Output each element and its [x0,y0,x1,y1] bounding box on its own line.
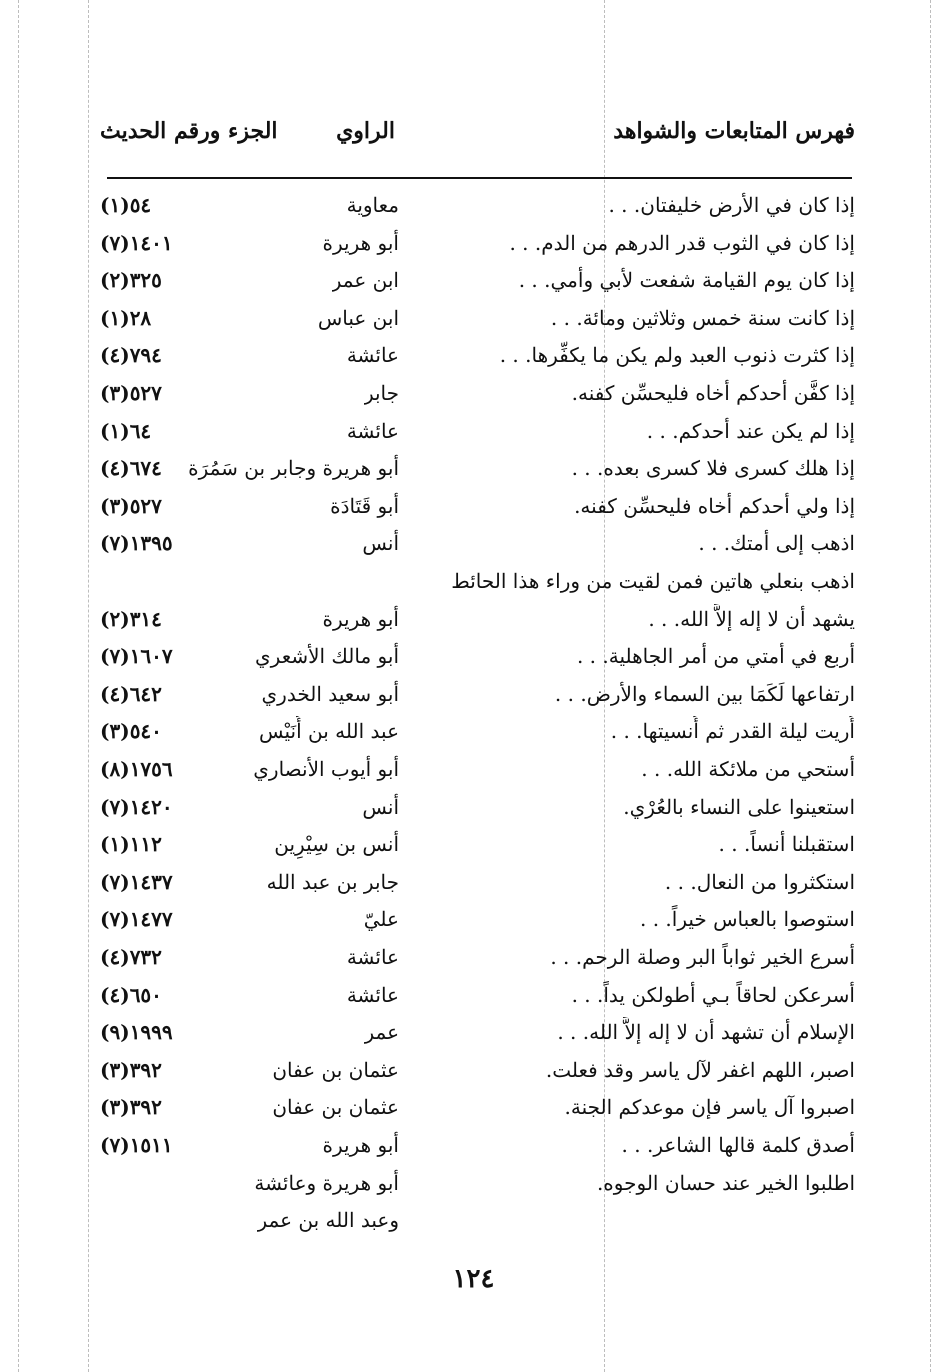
volume-hadith-ref: ١٤٠١(٧) [100,230,173,255]
volume-hadith-ref: ٣٢٥(٢) [100,268,162,293]
table-row [0,637,947,675]
table-row [0,600,947,638]
hadith-text: اطلبوا الخير عند حسان الوجوه. [596,1170,855,1195]
narrator-name: أبو سعيد الخدري [261,681,399,706]
volume-hadith-ref: ٥٢٧(٣) [100,381,162,405]
hadith-text: اصبر، اللهم اغفر لآل ياسر وقد فعلت. [545,1057,855,1082]
narrator-name: عائشة [346,343,399,368]
index-title: فهرس المتابعات والشواهد [613,118,855,144]
narrator-name: أبو مالك الأشعري [255,644,399,669]
hadith-text: أُريت ليلة القدر ثم أُنسيتها. . . [610,719,855,744]
narrator-name: عمر [364,1020,399,1045]
hadith-text: إذا كان في الأرض خليفتان. . . [608,193,855,217]
volume-hadith-ref: ١٩٩٩(٩) [100,1020,173,1045]
volume-hadith-ref: ٥٤(١) [100,193,152,217]
narrator-name: عثمان بن عفان [272,1057,399,1082]
volume-hadith-ref: ٥٢٧(٣) [100,493,162,518]
table-row [0,712,947,750]
narrator-name: جابر بن عبد الله [266,869,399,894]
narrator-name: أنس بن سِيْرِين [274,832,399,857]
narrator-name: عبد الله بن أُنَيْس [259,719,399,744]
hadith-text: الإسلام أن تشهد أن لا إله إلاَّ الله. . . [557,1020,855,1045]
table-row [0,299,947,337]
hadith-text: إذا لم يكن عند أحدكم. . . [646,418,855,443]
table-row [0,976,947,1014]
narrator-name: أبو قَتَادَة [330,493,399,518]
reference-column-header: الجزء ورقم الحديث [100,118,278,144]
table-row [0,562,947,600]
narrator-name: أنس [362,794,399,819]
narrator-name: أبو أيوب الأنصاري [253,757,399,781]
narrator-name: أنس [362,531,399,556]
narrator-name: ابن عمر [331,268,399,293]
narrator-name: ابن عباس [317,305,399,330]
table-row [0,1013,947,1051]
volume-hadith-ref: ١٦٠٧(٧) [100,644,173,669]
volume-hadith-ref: ٢٨(١) [100,305,152,330]
table-row [0,788,947,826]
hadith-text: إذا كانت سنة خمس وثلاثين ومائة. . . [550,305,855,330]
narrator-name: عائشة [346,418,399,443]
volume-hadith-ref: ١٧٥٦(٨) [100,757,173,781]
table-row [0,1051,947,1089]
volume-hadith-ref: ٧٩٤(٤) [100,343,162,368]
volume-hadith-ref: ٣١٤(٢) [100,606,162,631]
volume-hadith-ref: ١٣٩٥(٧) [100,531,173,556]
volume-hadith-ref: ٦٥٠(٤) [100,982,162,1007]
hadith-text: إذا ولي أحدكم أخاه فليحسِّن كفنه. [574,493,855,518]
narrator-name: أبو هريرة وعائشة [254,1170,399,1195]
hadith-text: إذا هلك كسرى فلا كسرى بعده. . . [571,456,855,481]
narrator-name: عائشة [346,982,399,1007]
volume-hadith-ref: ٧٣٢(٤) [100,945,162,969]
narrator-name: عليّ [363,907,399,932]
hadith-text: أربع في أمتي من أمر الجاهلية. . . [576,644,855,669]
header-rule [107,177,852,179]
narrator-name: أبو هريرة [322,1133,399,1157]
page-number: ١٢٤ [452,1264,495,1294]
volume-hadith-ref: ٦٤٢(٤) [100,681,162,706]
volume-hadith-ref: ١٤٧٧(٧) [100,907,173,932]
volume-hadith-ref: ١٤٢٠(٧) [100,794,173,819]
hadith-text: استكثروا من النعال. . . [664,869,855,894]
volume-hadith-ref: ٣٩٢(٣) [100,1057,162,1082]
table-row [0,1164,947,1202]
hadith-text: اذهب بنعلي هاتين فمن لقيت من وراء هذا الحائط [451,569,855,593]
volume-hadith-ref: ٥٤٠(٣) [100,719,162,744]
table-row [0,524,947,562]
table-row [0,224,947,262]
table-row [0,863,947,901]
table-row [0,900,947,938]
hadith-text: إذا كفَّن أحدكم أخاه فليحسِّن كفنه. [571,381,855,405]
narrator-name: جابر [363,381,399,405]
narrator-name: أبو هريرة [322,230,399,255]
hadith-text: أصدق كلمة قالها الشاعر. . . [621,1133,855,1157]
table-row [0,675,947,713]
volume-hadith-ref: ٦٧٤(٤) [100,456,162,481]
hadith-text: أسرعكن لحاقاً بـي أطولكن يداً. . . [571,982,855,1007]
hadith-text: استوصوا بالعباس خيراً. . . [640,907,855,932]
table-row [0,487,947,525]
hadith-text: ارتفاعها لَكَمَا بين السماء والأرض. . . [554,681,855,706]
table-row [0,186,947,224]
volume-hadith-ref: ١٥١١(٧) [100,1133,173,1157]
narrator-column-header: الراوي [336,118,395,144]
volume-hadith-ref: ٦٤(١) [100,418,152,443]
volume-hadith-ref: ١٤٣٧(٧) [100,869,173,894]
table-row [0,938,947,976]
table-row [0,1201,947,1239]
volume-hadith-ref: ٣٩٢(٣) [100,1095,162,1120]
hadith-text: استعينوا على النساء بالعُرْي. [623,794,855,819]
hadith-text: اصبروا آل ياسر فإن موعدكم الجنة. [564,1095,855,1120]
narrator-name: عثمان بن عفان [272,1095,399,1120]
hadith-text: إذا كان في الثوب قدر الدرهم من الدم. . . [509,230,855,255]
table-row [0,825,947,863]
narrator-name: معاوية [346,193,399,217]
hadith-text: استقبلنا أنساً. . . [718,832,855,857]
hadith-text: اذهب إلى أمتك. . . [698,531,855,556]
hadith-text: يشهد أن لا إله إلاَّ الله. . . [648,606,855,631]
table-row [0,336,947,374]
narrator-name: أبو هريرة وجابر بن سَمُرَة [188,456,399,481]
narrator-name: عائشة [346,945,399,969]
table-row [0,374,947,412]
table-row [0,750,947,788]
table-row [0,1088,947,1126]
narrator-name: أبو هريرة [322,606,399,631]
hadith-text: أستحي من ملائكة الله. . . [641,757,855,781]
volume-hadith-ref: ١١٢(١) [100,832,162,857]
table-row [0,1126,947,1164]
table-row [0,261,947,299]
table-row [0,449,947,487]
hadith-text: إذا كثرت ذنوب العبد ولم يكن ما يكفِّرها. . . [499,343,855,368]
hadith-text: أسرع الخير ثواباً البر وصلة الرحم. . . [550,945,855,969]
narrator-name: وعبد الله بن عمر [257,1208,399,1233]
hadith-text: إذا كان يوم القيامة شفعت لأبي وأمي. . . [518,268,855,293]
table-row [0,412,947,450]
